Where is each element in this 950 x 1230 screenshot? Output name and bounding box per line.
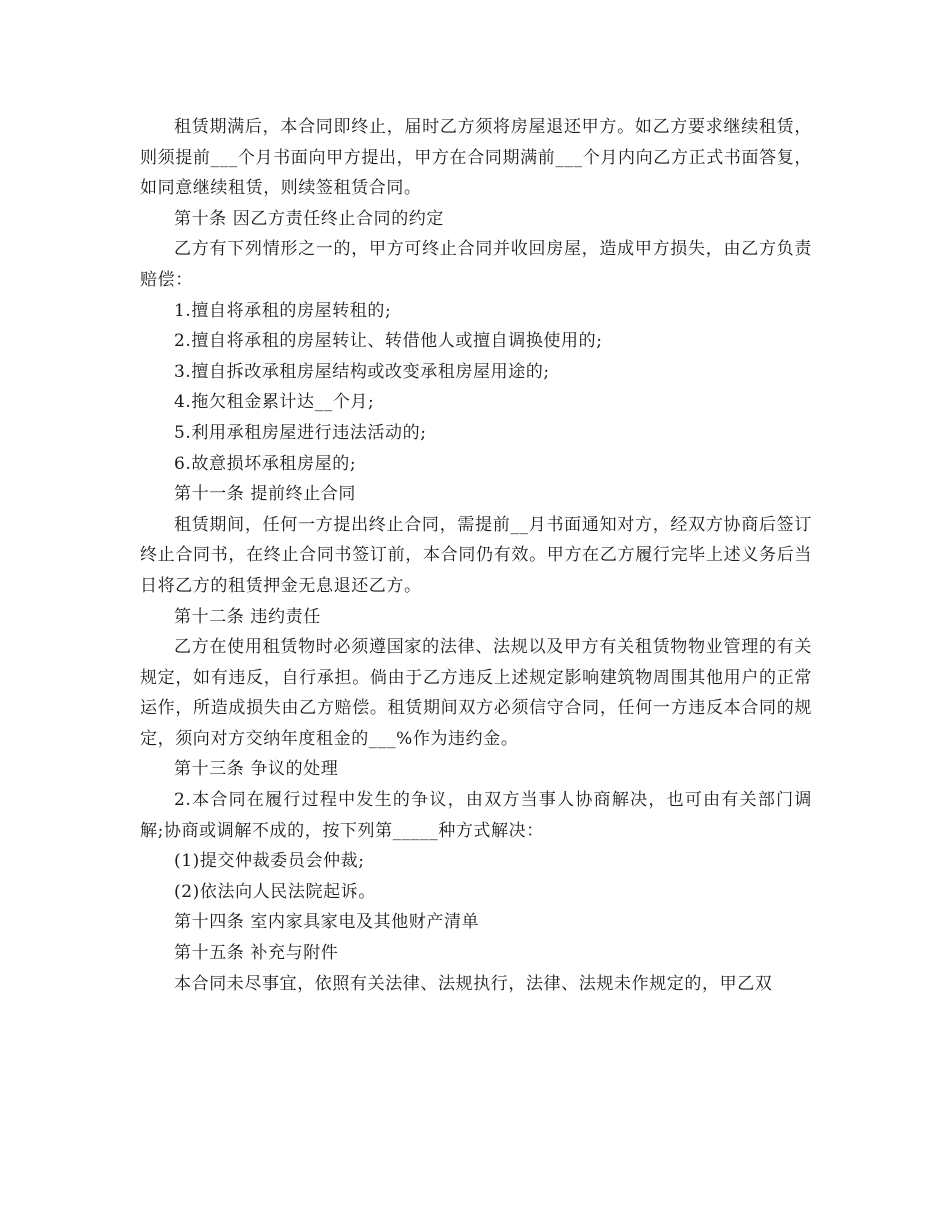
list-item-4: 4.拖欠租金累计达__个月; bbox=[174, 392, 375, 413]
list-item-2: 2.擅自将承租的房屋转让、转借他人或擅自调换使用的; bbox=[174, 331, 603, 352]
dispute-option-2: (2)依法向人民法院起诉。 bbox=[174, 881, 376, 902]
list-item-5: 5.利用承租房屋进行违法活动的; bbox=[174, 422, 427, 443]
list-item-6: 6.故意损坏承租房屋的; bbox=[174, 453, 357, 474]
article-13-heading: 第十三条 争议的处理 bbox=[174, 759, 339, 780]
article-11-heading: 第十一条 提前终止合同 bbox=[174, 484, 357, 505]
paragraph-dispute: 2.本合同在履行过程中发生的争议，由双方当事人协商解决，也可由有关部门调解;协商或调解不成的，按下列第_____种方式解决： bbox=[140, 790, 812, 841]
article-15-heading: 第十五条 补充与附件 bbox=[174, 943, 339, 964]
paragraph-early-termination: 租赁期间，任何一方提出终止合同，需提前__月书面通知对方，经双方协商后签订终止合同书，在终止合同书签订前，本合同仍有效。甲方在乙方履行完毕上述义务后当日将乙方的租赁押金无息退还乙方。 bbox=[140, 514, 812, 596]
list-item-1: 1.擅自将承租的房屋转租的; bbox=[174, 300, 392, 321]
paragraph-renewal: 租赁期满后，本合同即终止，届时乙方须将房屋退还甲方。如乙方要求继续租赁，则须提前___个月书面向甲方提出，甲方在合同期满前___个月内向乙方正式书面答复，如同意继续租赁，则续签租赁合同。 bbox=[140, 117, 812, 199]
paragraph-termination-conditions: 乙方有下列情形之一的，甲方可终止合同并收回房屋，造成甲方损失，由乙方负责赔偿： bbox=[140, 239, 812, 290]
list-item-3: 3.擅自拆改承租房屋结构或改变承租房屋用途的; bbox=[174, 361, 550, 382]
article-10-heading: 第十条 因乙方责任终止合同的约定 bbox=[174, 208, 445, 229]
document-body bbox=[140, 112, 812, 999]
article-12-heading: 第十二条 违约责任 bbox=[174, 606, 321, 627]
article-14-heading: 第十四条 室内家具家电及其他财产清单 bbox=[174, 912, 480, 933]
dispute-option-1: (1)提交仲裁委员会仲裁; bbox=[174, 851, 365, 872]
paragraph-liability: 乙方在使用租赁物时必须遵国家的法律、法规以及甲方有关租赁物物业管理的有关规定，如有违反，自行承担。倘由于乙方违反上述规定影响建筑物周围其他用户的正常运作，所造成损失由乙方赔偿。租赁期间双方必须信守合同，任何一方违反本合同的规定，须向对方交纳年度租金的___%作为违约金。 bbox=[140, 637, 812, 749]
paragraph-supplementary: 本合同未尽事宜，依照有关法律、法规执行，法律、法规未作规定的，甲乙双 bbox=[174, 973, 773, 994]
